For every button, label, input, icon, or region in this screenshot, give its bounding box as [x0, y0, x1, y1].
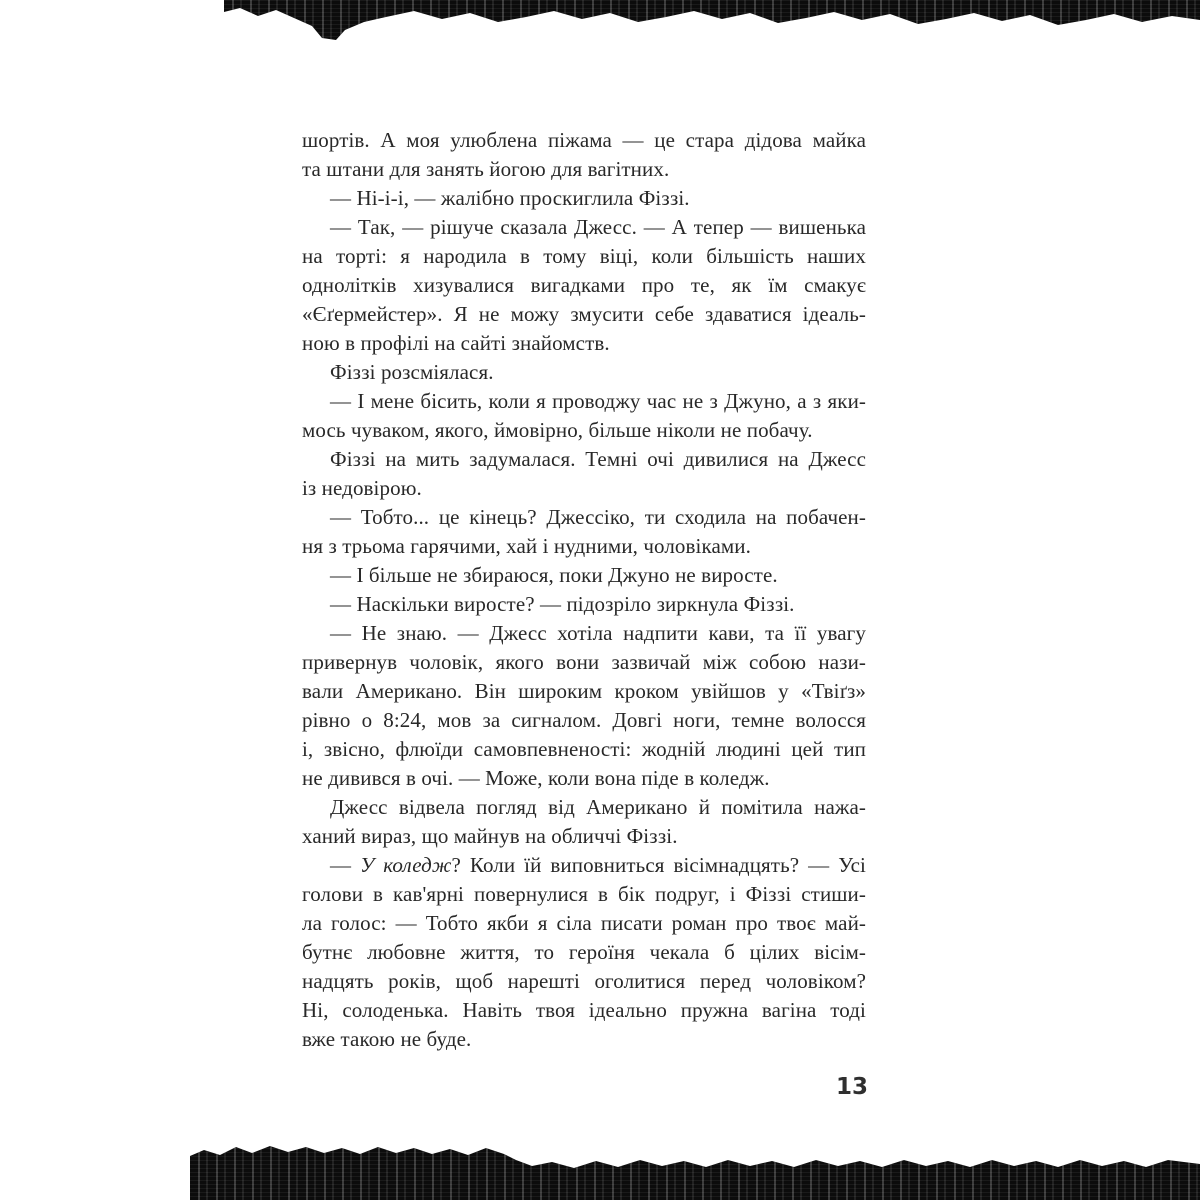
- text-block: [302, 126, 866, 1054]
- text-line: однолітків хизувалися вигадками про те, як їм смакує: [302, 273, 866, 297]
- text-line: ханий вираз, що майнув на обличчі Фіззі.: [302, 824, 678, 848]
- text-line: Ні, солоденька. Навіть твоя ідеально пружна вагіна тоді: [302, 998, 866, 1022]
- text-line: — Тобто... це кінець? Джессіко, ти сходила на побачен-: [330, 505, 866, 529]
- text-line: шортів. А моя улюблена піжама — це стара дідова майка: [302, 128, 866, 152]
- text-line: ла голос: — Тобто якби я сіла писати роман про твоє май-: [302, 911, 866, 935]
- text-line: вали Американо. Він широким кроком увійшов у «Твіґз»: [302, 679, 866, 703]
- text-line: на торті: я народила в тому віці, коли більшість наших: [302, 244, 866, 268]
- text-line: — І мене бісить, коли я проводжу час не з Джуно, а з яки-: [330, 389, 866, 413]
- text-line: — Так, — рішуче сказала Джесс. — А тепер — вишенька: [330, 215, 866, 239]
- text-line: Фіззі на мить задумалася. Темні очі дивилися на Джесс: [330, 447, 866, 471]
- text-line: Фіззі розсміялася.: [330, 360, 494, 384]
- text-line: ною в профілі на сайті знайомств.: [302, 331, 610, 355]
- italic-text: У коледж: [360, 853, 452, 877]
- text-line: — І більше не збираюся, поки Джуно не виросте.: [330, 563, 778, 587]
- text-line: із недовірою.: [302, 476, 422, 500]
- text-line: — Не знаю. — Джесс хотіла надпити кави, та її увагу: [330, 621, 866, 645]
- text-line: — Ні-і-і, — жалібно проскиглила Фіззі.: [330, 186, 690, 210]
- text-line: привернув чоловік, якого вони зазвичай між собою нази-: [302, 650, 866, 674]
- page-number: 13: [836, 1074, 869, 1100]
- text-line: Джесс відвела погляд від Американо й помітила нажа-: [330, 795, 866, 819]
- text-segment: ? Коли їй виповниться вісімнадцять? — Усі: [451, 853, 866, 877]
- text-line: надцять років, щоб нарешті оголитися перед чоловіком?: [302, 969, 866, 993]
- text-line: вже такою не буде.: [302, 1027, 472, 1051]
- text-segment: —: [330, 853, 361, 877]
- scan-artifact-bottom: [190, 1144, 1200, 1200]
- text-line: голови в кав'ярні повернулися в бік подруг, і Фіззі стиши-: [302, 882, 866, 906]
- text-line: мось чуваком, якого, ймовірно, більше ніколи не побачу.: [302, 418, 813, 442]
- scan-artifact-top: [224, 0, 1200, 40]
- text-line: і, звісно, флюїди самовпевненості: жодній людині цей тип: [302, 737, 866, 761]
- text-line: — Наскільки виросте? — підозріло зиркнула Фіззі.: [330, 592, 795, 616]
- text-line: [302, 851, 866, 880]
- text-line: та штани для занять йогою для вагітних.: [302, 157, 670, 181]
- text-line: рівно о 8:24, мов за сигналом. Довгі ноги, темне волосся: [302, 708, 866, 732]
- text-line: не дивився в очі. — Може, коли вона піде в коледж.: [302, 766, 770, 790]
- text-line: ня з трьома гарячими, хай і нудними, чоловіками.: [302, 534, 751, 558]
- text-line: «Єґермейстер». Я не можу змусити себе здаватися ідеаль-: [302, 302, 866, 326]
- text-line: бутнє любовне життя, то героїня чекала б цілих вісім-: [302, 940, 866, 964]
